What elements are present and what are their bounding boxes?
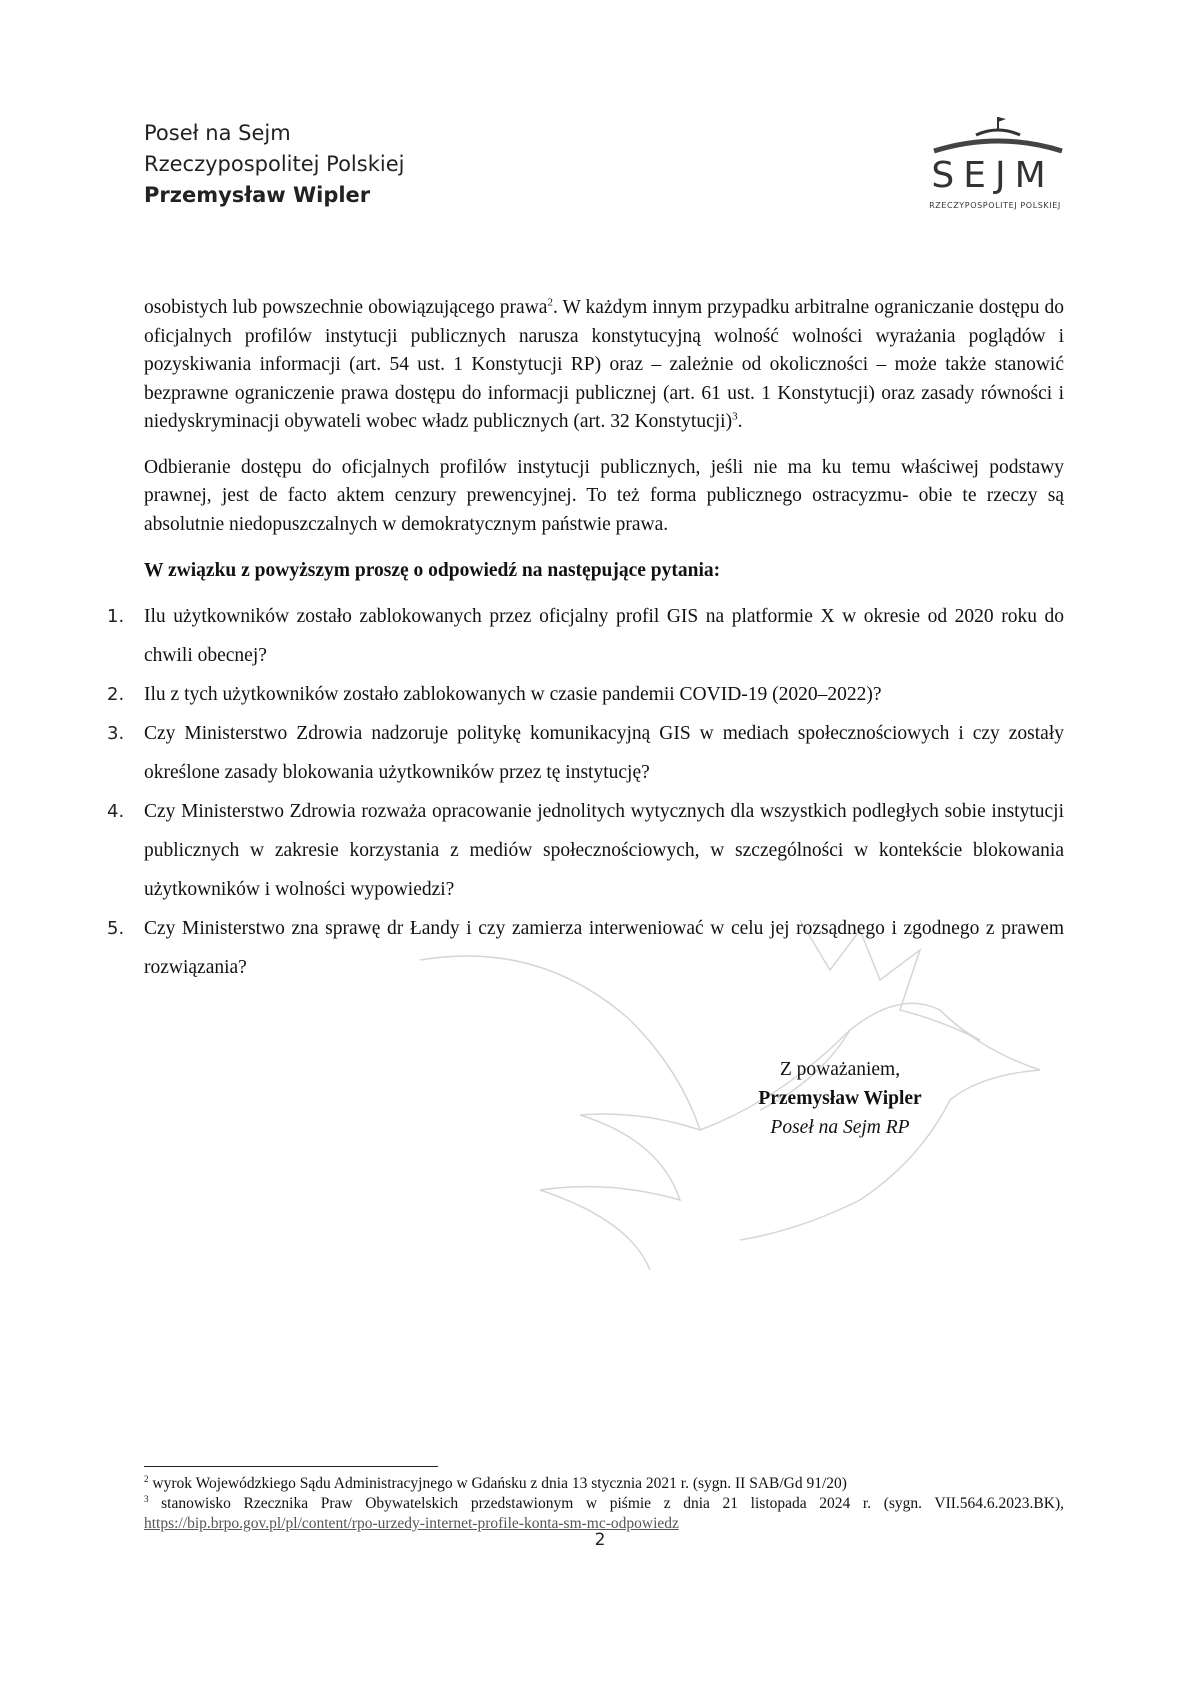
question-number: 2. [107,684,125,705]
signoff-greeting: Z poważaniem, [779,1059,901,1080]
sejm-logo-text: SEJM [931,155,1055,196]
footnote-3-mark: 3 [144,1493,149,1504]
question-number: 1. [107,606,125,627]
signoff-name: Przemysław Wipler [758,1088,922,1109]
list-item [107,909,1064,987]
questions-list [107,597,1064,987]
list-item [107,675,1064,714]
footnote-2-mark: 2 [144,1473,149,1484]
letterhead-name: Przemysław Wipler [144,183,371,207]
letterhead [144,118,404,211]
sejm-logo [928,113,1068,213]
footnote-divider [144,1466,438,1467]
page-number: 2 [594,1530,606,1550]
signature-block [680,1055,1000,1142]
footnote-ref-3[interactable]: 3 [732,410,738,423]
footnote-ref-2[interactable]: 2 [547,296,553,309]
question-text: Czy Ministerstwo zna sprawę dr Łandy i czy zamierza interweniować w celu jej rozsądnego i zgodnego z prawem rozwiązania? [144,918,1064,978]
question-number: 3. [107,723,125,744]
footnote-3 [144,1494,1064,1534]
footnote-2-text: wyrok Wojewódzkiego Sądu Administracyjnego w Gdańsku z dnia 13 stycznia 2021 r. (sygn. II SAB/Gd 91/20) [148,1475,847,1492]
paragraph-1-text-a: osobistych lub powszechnie obowiązującego prawa [144,297,548,318]
sejm-logo-subtitle: RZECZYPOSPOLITEJ POLSKIEJ [929,201,1061,210]
footnote-3-text: stanowisko Rzecznika Praw Obywatelskich przedstawionym w piśmie z dnia 21 listopada 2024 r. (sygn. VII.564.6.2023.BK), [148,1495,1064,1512]
list-item [107,597,1064,675]
question-text: Ilu z tych użytkowników zostało zablokowanych w czasie pandemii COVID-19 (2020–2022)? [144,684,882,705]
list-item [107,792,1064,909]
letter-body [107,294,1065,987]
question-text: Czy Ministerstwo Zdrowia nadzoruje politykę komunikacyjną GIS w mediach społecznościowych i czy zostały określone zasady blokowania użytkowników przez tę instytucję? [144,723,1064,783]
footnotes [144,1474,1064,1534]
letterhead-line-1: Poseł na Sejm [144,121,291,145]
paragraph-1-text-c: . [737,411,743,432]
questions-intro: W związku z powyższym proszę o odpowiedź na następujące pytania: [144,560,721,581]
paragraph-2: Odbieranie dostępu do oficjalnych profilów instytucji publicznych, jeśli nie ma ku temu właściwej podstawy prawnej, jest de facto aktem cenzury prewencyjnej. To też forma publicznego ostracyzmu- obie te rzeczy są absolutnie niedopuszczalnych w demokratycznym państwie prawa. [144,456,1064,535]
paragraph-1 [144,294,1064,437]
question-text: Ilu użytkowników zostało zablokowanych przez oficjalny profil GIS na platformie X w okresie od 2020 roku do chwili obecnej? [144,606,1064,666]
letterhead-line-2: Rzeczypospolitej Polskiej [144,152,405,176]
footnote-2 [144,1474,1064,1494]
signoff-title: Poseł na Sejm RP [770,1117,910,1138]
question-number: 5. [107,918,125,939]
question-number: 4. [107,801,125,822]
list-item [107,714,1064,792]
footnote-3-link[interactable]: https://bip.brpo.gov.pl/pl/content/rpo-urzedy-internet-profile-konta-sm-mc-odpowiedz [144,1515,679,1532]
question-text: Czy Ministerstwo Zdrowia rozważa opracowanie jednolitych wytycznych dla wszystkich podległych sobie instytucji publicznych w zakresie korzystania z mediów społecznościowych, w szczególności w kontekście blokowania użytkowników i wolności wypowiedzi? [144,801,1064,900]
paragraph-1-text-b: . W każdym innym przypadku arbitralne ograniczanie dostępu do oficjalnych profilów instytucji publicznych narusza konstytucyjną wolność wolności wyrażania poglądów i pozyskiwania informacji (art. 54 ust. 1 Konstytucji RP) oraz – zależnie od okoliczności – może także stanowić bezprawne ograniczenie prawa dostępu do informacji publicznej (art. 61 ust. 1 Konstytucji) oraz zasady równości i niedyskryminacji obywateli wobec władz publicznych (art. 32 Konstytucji) [144,297,1065,432]
